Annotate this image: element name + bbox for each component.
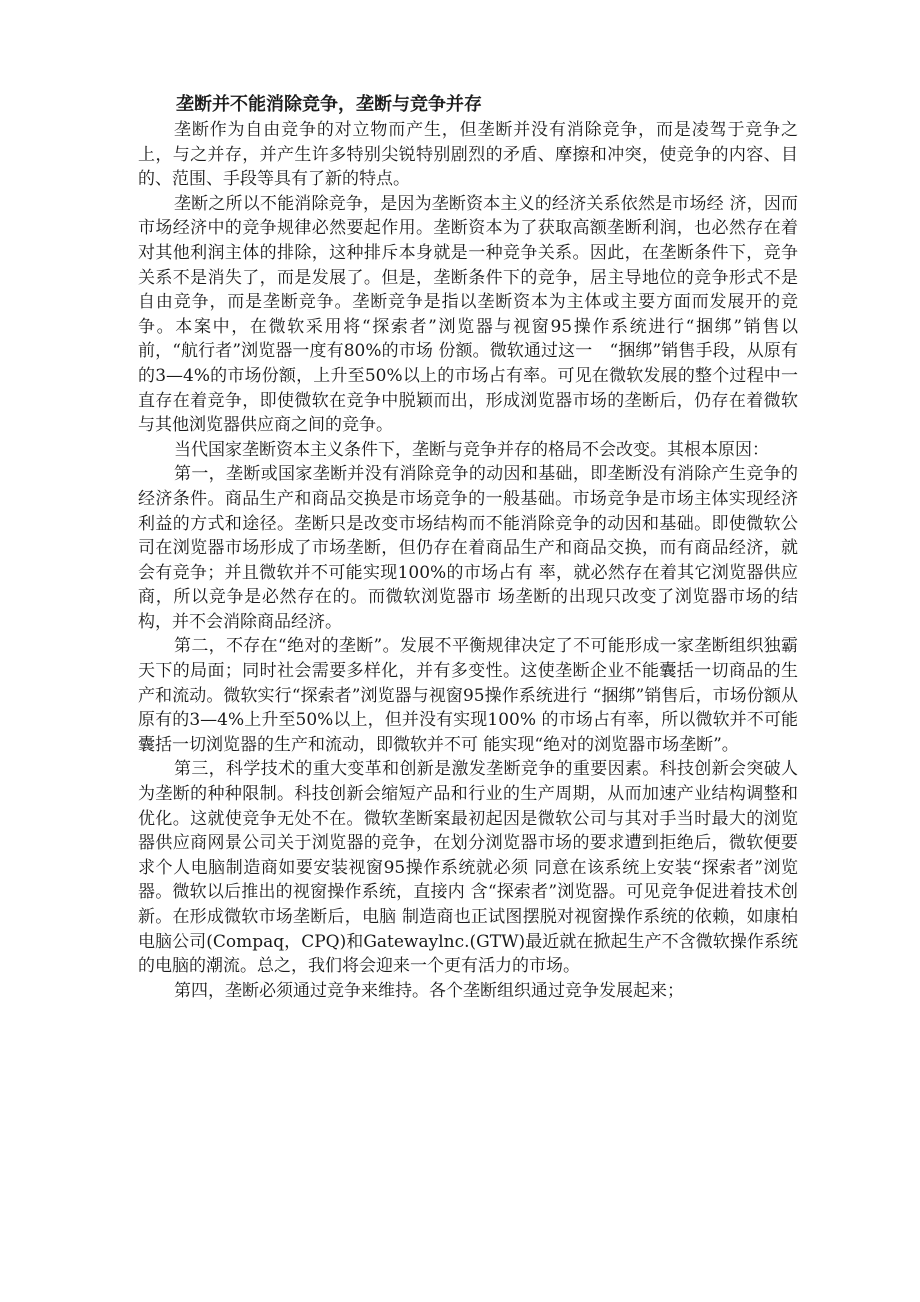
paragraph-fourth: 第四，垄断必须通过竞争来维持。各个垄断组织通过竞争发展起来； xyxy=(174,980,684,1001)
document-title: 垄断并不能消除竞争，垄断与竞争并存 xyxy=(176,94,482,115)
document-page xyxy=(138,92,798,1003)
paragraph-second: 第二，不存在“绝对的垄断”。发展不平衡规律决定了不可能形成一家垄断组织独霸天下的局面；同时社会需要多样化，并有多变性。这使垄断企业不能囊括一切商品的生产和流动。微软实行“探索者”浏览器与视窗95操作系统进行 “捆绑”销售后，市场份额从原有的3—4%上升至50%以上，但并没有实现100% 的市场占有率，所以微软并不可能囊括一切浏览器的生产和流动，即微软并不可 能实现“绝对的浏览器市场垄断”。 xyxy=(138,636,798,755)
paragraph-third: 第三，科学技术的重大变革和创新是激发垄断竞争的重要因素。科技创新会突破人为垄断的种种限制。科技创新会缩短产品和行业的生产周期，从而加速产业结构调整和优化。这就使竞争无处不在。微软垄断案最初起因是微软公司与其对手当时最大的浏览器供应商网景公司关于浏览器的竞争，在划分浏览器市场的要求遭到拒绝后，微软便要求个人电脑制造商如要安装视窗95操作系统就必须 同意在该系统上安装“探索者”浏览器。微软以后推出的视窗操作系统，直接内 含“探索者”浏览器。可见竞争促进着技术创新。在形成微软市场垄断后，电脑 制造商也正试图摆脱对视窗操作系统的依赖，如康柏电脑公司(Compaq，CPQ)和Gatewaylnc.(GTW)最近就在掀起生产不含微软操作系统的电脑的潮流。总之，我们将会迎来一个更有活力的市场。 xyxy=(138,759,798,977)
paragraph-first: 第一，垄断或国家垄断并没有消除竞争的动因和基础，即垄断没有消除产生竞争的经济条件。商品生产和商品交换是市场竞争的一般基础。市场竞争是市场主体实现经济利益的方式和途径。垄断只是改变市场结构而不能消除竞争的动因和基础。即使微软公司在浏览器市场形成了市场垄断，但仍存在着商品生产和商品交换，而有商品经济，就会有竞争；并且微软并不可能实现100%的市场占有 率，就必然存在着其它浏览器供应商，所以竞争是必然存在的。而微软浏览器市 场垄断的出现只改变了浏览器市场的结构，并不会消除商品经济。 xyxy=(138,464,798,632)
paragraph-reason: 垄断之所以不能消除竞争，是因为垄断资本主义的经济关系依然是市场经 济，因而市场经济中的竞争规律必然要起作用。垄断资本为了获取高额垄断利润，也必然存在着对其他利润主体的排除，这种排斥本身就是一种竞争关系。因此，在垄断条件下，竞争关系不是消失了，而是发展了。但是，垄断条件下的竞争，居主导地位的竞争形式不是自由竞争，而是垄断竞争。垄断竞争是指以垄断资本为主体或主要方面而发展开的竞争。本案中，在微软采用将“探索者”浏览器与视窗95操作系统进行“捆绑”销售以前，“航行者”浏览器一度有80%的市场 份额。微软通过这一 “捆绑”销售手段，从原有的3—4%的市场份额，上升至50%以上的市场占有率。可见在微软发展的整个过程中一直存在着竞争，即使微软在竞争中脱颖而出，形成浏览器市场的垄断后，仍存在着微软与其他浏览器供应商之间的竞争。 xyxy=(138,193,798,436)
paragraph-intro: 垄断作为自由竞争的对立物而产生，但垄断并没有消除竞争，而是凌驾于竞争之上，与之并存，并产生许多特别尖锐特别剧烈的矛盾、摩擦和冲突，使竞争的内容、目的、范围、手段等具有了新的特点。 xyxy=(138,120,798,190)
paragraph-root-cause: 当代国家垄断资本主义条件下，垄断与竞争并存的格局不会改变。其根本原因： xyxy=(174,439,769,460)
